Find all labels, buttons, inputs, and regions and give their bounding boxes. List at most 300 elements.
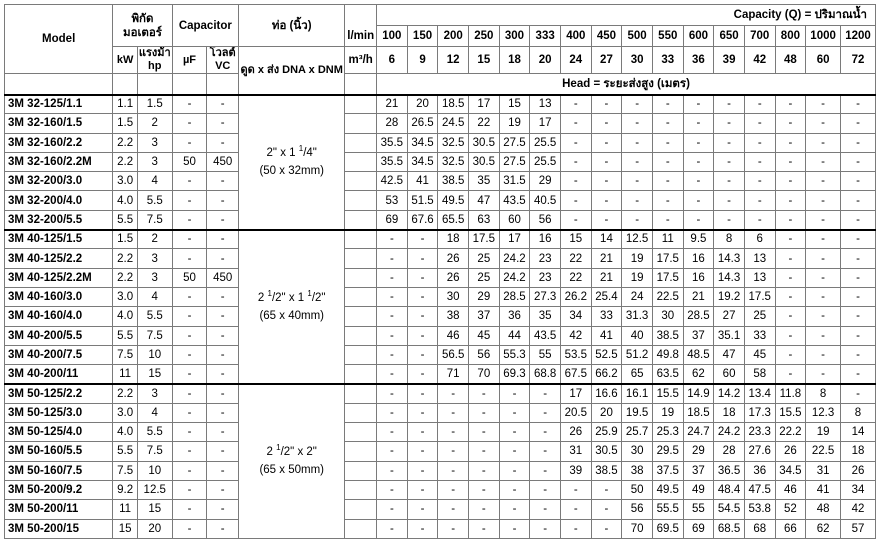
table-row: [5, 191, 876, 210]
head-value-cell: 22: [469, 114, 500, 133]
head-value-cell: 31.5: [499, 172, 530, 191]
head-value-cell: 18: [438, 230, 469, 249]
head-value-cell: 67.6: [407, 210, 438, 229]
head-value-cell: 25.5: [530, 133, 561, 152]
head-value-cell: 42.5: [377, 172, 408, 191]
hp-cell: 7.5: [137, 442, 172, 461]
header-m3h-value: 30: [622, 47, 653, 74]
head-value-cell: -: [683, 191, 714, 210]
head-value-cell: 18: [840, 442, 875, 461]
head-value-cell: -: [377, 326, 408, 345]
head-value-cell: -: [714, 191, 745, 210]
head-value-cell: -: [469, 423, 500, 442]
head-value-cell: -: [622, 152, 653, 171]
uf-cell: -: [172, 95, 207, 114]
head-value-cell: -: [840, 191, 875, 210]
head-value-cell: 16: [683, 268, 714, 287]
vc-cell: -: [207, 172, 239, 191]
spacer-cell: [345, 249, 377, 268]
kw-cell: 2.2: [113, 152, 138, 171]
head-value-cell: 21: [377, 95, 408, 114]
head-value-cell: 29: [530, 172, 561, 191]
head-value-cell: -: [775, 365, 806, 384]
head-value-cell: -: [714, 95, 745, 114]
head-value-cell: -: [622, 210, 653, 229]
head-value-cell: 55: [683, 500, 714, 519]
kw-cell: 5.5: [113, 442, 138, 461]
head-value-cell: -: [560, 172, 591, 191]
head-value-cell: -: [840, 172, 875, 191]
head-value-cell: 30: [622, 442, 653, 461]
head-value-cell: 28: [377, 114, 408, 133]
head-value-cell: 19.2: [714, 287, 745, 306]
head-value-cell: 18: [714, 403, 745, 422]
header-capacity: Capacity (Q) = ปริมาณน้ำ: [377, 5, 876, 26]
uf-cell: 50: [172, 268, 207, 287]
head-value-cell: -: [469, 480, 500, 499]
head-value-cell: -: [840, 268, 875, 287]
header-lmin-value: 800: [775, 26, 806, 47]
head-value-cell: 34.5: [407, 152, 438, 171]
head-value-cell: 34.5: [407, 133, 438, 152]
header-model: Model: [5, 5, 113, 74]
header-m3h-value: 48: [775, 47, 806, 74]
head-value-cell: -: [775, 268, 806, 287]
hp-cell: 12.5: [137, 480, 172, 499]
head-value-cell: 15.5: [775, 403, 806, 422]
head-value-cell: -: [840, 152, 875, 171]
head-value-cell: 69: [377, 210, 408, 229]
table-row: [5, 249, 876, 268]
model-cell: 3M 32-200/5.5: [5, 210, 113, 229]
header-m3h-value: 39: [714, 47, 745, 74]
hp-cell: 4: [137, 287, 172, 306]
head-value-cell: -: [377, 384, 408, 403]
header-lmin-value: 1000: [806, 26, 841, 47]
header-m3h-value: 27: [591, 47, 622, 74]
vc-cell: 450: [207, 152, 239, 171]
head-value-cell: 57: [840, 519, 875, 538]
head-value-cell: 49.5: [438, 191, 469, 210]
header-lmin-value: 300: [499, 26, 530, 47]
spacer-cell: [345, 287, 377, 306]
head-value-cell: -: [806, 172, 841, 191]
kw-cell: 1.5: [113, 114, 138, 133]
head-value-cell: 13.4: [744, 384, 775, 403]
model-cell: 3M 40-125/2.2M: [5, 268, 113, 287]
header-vc: โวลต์ VC: [207, 47, 239, 74]
head-value-cell: -: [714, 152, 745, 171]
head-value-cell: 17.5: [652, 249, 683, 268]
header-m3h-value: 12: [438, 47, 469, 74]
head-value-cell: 38.5: [652, 326, 683, 345]
table-row: [5, 114, 876, 133]
spacer-cell: [345, 403, 377, 422]
table-row: [5, 95, 876, 114]
head-value-cell: -: [775, 133, 806, 152]
head-value-cell: 34.5: [775, 461, 806, 480]
head-value-cell: 37.5: [652, 461, 683, 480]
head-value-cell: 14: [591, 230, 622, 249]
head-value-cell: 66.2: [591, 365, 622, 384]
pipe-size-cell: [239, 384, 345, 538]
head-value-cell: 51.2: [622, 345, 653, 364]
header-hp-blank: [137, 74, 172, 95]
kw-cell: 5.5: [113, 326, 138, 345]
vc-cell: -: [207, 191, 239, 210]
head-value-cell: 18.5: [438, 95, 469, 114]
head-value-cell: 26: [560, 423, 591, 442]
kw-cell: 3.0: [113, 172, 138, 191]
head-value-cell: 70: [469, 365, 500, 384]
head-value-cell: -: [560, 133, 591, 152]
header-m3h-value: 33: [652, 47, 683, 74]
head-value-cell: -: [744, 133, 775, 152]
model-cell: 3M 32-200/4.0: [5, 191, 113, 210]
model-cell: 3M 50-200/15: [5, 519, 113, 538]
head-value-cell: 11.8: [775, 384, 806, 403]
table-row: [5, 307, 876, 326]
head-value-cell: 22.5: [652, 287, 683, 306]
table-row: [5, 172, 876, 191]
header-lmin-value: 450: [591, 26, 622, 47]
head-value-cell: 37: [683, 461, 714, 480]
hp-cell: 3: [137, 249, 172, 268]
hp-cell: 3: [137, 384, 172, 403]
spacer-cell: [345, 326, 377, 345]
head-value-cell: -: [530, 403, 561, 422]
head-value-cell: -: [377, 230, 408, 249]
head-value-cell: 13: [744, 249, 775, 268]
head-value-cell: 58: [744, 365, 775, 384]
head-value-cell: -: [407, 480, 438, 499]
head-value-cell: 65.5: [438, 210, 469, 229]
head-value-cell: -: [499, 403, 530, 422]
head-value-cell: -: [407, 365, 438, 384]
head-value-cell: -: [530, 480, 561, 499]
head-value-cell: 65: [622, 365, 653, 384]
head-value-cell: 69.3: [499, 365, 530, 384]
hp-cell: 5.5: [137, 191, 172, 210]
head-value-cell: 11: [652, 230, 683, 249]
spacer-cell: [345, 191, 377, 210]
vc-cell: -: [207, 114, 239, 133]
head-value-cell: 36.5: [714, 461, 745, 480]
head-value-cell: -: [560, 480, 591, 499]
head-value-cell: -: [560, 95, 591, 114]
kw-cell: 15: [113, 519, 138, 538]
hp-cell: 10: [137, 461, 172, 480]
head-value-cell: -: [840, 133, 875, 152]
head-value-cell: 19: [499, 114, 530, 133]
kw-cell: 7.5: [113, 345, 138, 364]
head-value-cell: -: [499, 519, 530, 538]
head-value-cell: 44: [499, 326, 530, 345]
head-value-cell: -: [591, 191, 622, 210]
table-row: [5, 423, 876, 442]
head-value-cell: -: [806, 365, 841, 384]
head-value-cell: 37: [683, 326, 714, 345]
head-value-cell: -: [806, 114, 841, 133]
uf-cell: -: [172, 172, 207, 191]
head-value-cell: 47: [469, 191, 500, 210]
head-value-cell: 16: [530, 230, 561, 249]
head-value-cell: -: [407, 403, 438, 422]
kw-cell: 4.0: [113, 191, 138, 210]
head-value-cell: 32.5: [438, 133, 469, 152]
uf-cell: -: [172, 326, 207, 345]
head-value-cell: -: [377, 249, 408, 268]
head-value-cell: 31.3: [622, 307, 653, 326]
head-value-cell: -: [377, 345, 408, 364]
head-value-cell: -: [840, 307, 875, 326]
header-lmin-label: l/min: [345, 26, 377, 47]
head-value-cell: -: [469, 461, 500, 480]
head-value-cell: 26: [438, 249, 469, 268]
uf-cell: -: [172, 133, 207, 152]
head-value-cell: -: [806, 268, 841, 287]
uf-cell: -: [172, 519, 207, 538]
head-value-cell: -: [377, 442, 408, 461]
head-value-cell: -: [377, 403, 408, 422]
head-value-cell: 19.5: [622, 403, 653, 422]
head-value-cell: 33: [591, 307, 622, 326]
hp-cell: 3: [137, 133, 172, 152]
head-value-cell: -: [744, 114, 775, 133]
header-lmin-value: 250: [469, 26, 500, 47]
header-lmin-value: 200: [438, 26, 469, 47]
head-value-cell: 8: [714, 230, 745, 249]
head-value-cell: -: [840, 210, 875, 229]
head-value-cell: 30.5: [469, 152, 500, 171]
head-value-cell: 35.1: [714, 326, 745, 345]
vc-cell: -: [207, 326, 239, 345]
head-value-cell: 25: [469, 268, 500, 287]
head-value-cell: -: [714, 133, 745, 152]
head-value-cell: -: [407, 442, 438, 461]
table-row: [5, 287, 876, 306]
head-value-cell: -: [377, 268, 408, 287]
table-row: [5, 461, 876, 480]
vc-cell: -: [207, 480, 239, 499]
head-value-cell: 28.5: [683, 307, 714, 326]
head-value-cell: 22: [560, 249, 591, 268]
kw-cell: 11: [113, 365, 138, 384]
head-value-cell: -: [591, 519, 622, 538]
model-cell: 3M 32-160/1.5: [5, 114, 113, 133]
kw-cell: 2.2: [113, 249, 138, 268]
head-value-cell: 30.5: [591, 442, 622, 461]
head-value-cell: 28.5: [499, 287, 530, 306]
head-value-cell: 42: [560, 326, 591, 345]
model-cell: 3M 40-160/4.0: [5, 307, 113, 326]
header-m3h-value: 15: [469, 47, 500, 74]
head-value-cell: -: [714, 210, 745, 229]
spacer-cell: [345, 384, 377, 403]
head-value-cell: -: [775, 152, 806, 171]
header-hp: แรงม้า hp: [138, 47, 171, 72]
head-value-cell: -: [407, 307, 438, 326]
head-value-cell: -: [530, 442, 561, 461]
head-value-cell: -: [469, 500, 500, 519]
head-value-cell: 27.5: [499, 133, 530, 152]
pipe-size-inches: 2 $^1$/2" x 2": [266, 443, 317, 459]
kw-cell: 2.2: [113, 133, 138, 152]
hp-cell: 7.5: [137, 210, 172, 229]
head-value-cell: 19: [806, 423, 841, 442]
header-m3h-value: 6: [377, 47, 408, 74]
head-value-cell: -: [438, 423, 469, 442]
head-value-cell: -: [775, 230, 806, 249]
header-motor: พิกัด มอเตอร์: [113, 5, 172, 47]
head-value-cell: 20: [407, 95, 438, 114]
header-uf: µF: [172, 47, 207, 74]
hp-cell: 1.5: [137, 95, 172, 114]
head-value-cell: -: [652, 95, 683, 114]
hp-cell: 4: [137, 403, 172, 422]
hp-cell: 5.5: [137, 423, 172, 442]
vc-cell: -: [207, 230, 239, 249]
head-value-cell: -: [407, 230, 438, 249]
head-value-cell: -: [744, 191, 775, 210]
head-value-cell: -: [377, 423, 408, 442]
head-value-cell: 37: [469, 307, 500, 326]
vc-cell: -: [207, 442, 239, 461]
spacer-cell: [345, 461, 377, 480]
model-cell: 3M 40-125/1.5: [5, 230, 113, 249]
kw-cell: 4.0: [113, 307, 138, 326]
head-value-cell: 52: [775, 500, 806, 519]
table-row: [5, 480, 876, 499]
head-value-cell: -: [744, 152, 775, 171]
head-value-cell: -: [377, 287, 408, 306]
model-cell: 3M 32-160/2.2: [5, 133, 113, 152]
head-value-cell: -: [622, 95, 653, 114]
table-row: [5, 210, 876, 229]
header-m3h-value: 72: [840, 47, 875, 74]
uf-cell: -: [172, 287, 207, 306]
head-value-cell: -: [775, 210, 806, 229]
vc-cell: -: [207, 423, 239, 442]
head-value-cell: 23: [530, 268, 561, 287]
head-value-cell: -: [683, 172, 714, 191]
head-value-cell: -: [591, 500, 622, 519]
head-value-cell: 25.4: [591, 287, 622, 306]
head-value-cell: 22.2: [775, 423, 806, 442]
head-value-cell: 28: [714, 442, 745, 461]
uf-cell: -: [172, 249, 207, 268]
table-row: [5, 133, 876, 152]
head-value-cell: -: [530, 423, 561, 442]
head-value-cell: -: [622, 114, 653, 133]
head-value-cell: -: [530, 384, 561, 403]
head-value-cell: 36: [744, 461, 775, 480]
model-cell: 3M 40-200/5.5: [5, 326, 113, 345]
head-value-cell: 29: [469, 287, 500, 306]
head-value-cell: -: [622, 133, 653, 152]
head-value-cell: 15: [499, 95, 530, 114]
head-value-cell: 27.6: [744, 442, 775, 461]
vc-cell: -: [207, 210, 239, 229]
vc-cell: -: [207, 365, 239, 384]
head-value-cell: -: [622, 172, 653, 191]
header-blank: [345, 5, 377, 26]
head-value-cell: -: [840, 384, 875, 403]
spacer-cell: [345, 133, 377, 152]
head-value-cell: 69: [683, 519, 714, 538]
vc-cell: -: [207, 307, 239, 326]
head-value-cell: 67.5: [560, 365, 591, 384]
table-row: [5, 519, 876, 538]
vc-cell: -: [207, 519, 239, 538]
head-value-cell: 62: [683, 365, 714, 384]
head-value-cell: -: [591, 152, 622, 171]
table-row: [5, 345, 876, 364]
head-value-cell: 18.5: [683, 403, 714, 422]
header-m3h-value: 60: [806, 47, 841, 74]
head-value-cell: 38: [622, 461, 653, 480]
head-value-cell: -: [683, 210, 714, 229]
head-value-cell: 46: [775, 480, 806, 499]
head-value-cell: -: [438, 442, 469, 461]
head-value-cell: -: [438, 403, 469, 422]
head-value-cell: -: [775, 114, 806, 133]
head-value-cell: 32.5: [438, 152, 469, 171]
head-value-cell: -: [591, 114, 622, 133]
header-lmin-value: 400: [560, 26, 591, 47]
uf-cell: -: [172, 365, 207, 384]
head-value-cell: -: [714, 114, 745, 133]
head-value-cell: 26: [840, 461, 875, 480]
head-value-cell: 25: [744, 307, 775, 326]
head-value-cell: -: [377, 500, 408, 519]
head-value-cell: 23.3: [744, 423, 775, 442]
spacer-cell: [345, 230, 377, 249]
vc-cell: -: [207, 133, 239, 152]
header-capacitor: Capacitor: [172, 5, 238, 47]
head-value-cell: 40.5: [530, 191, 561, 210]
head-value-cell: -: [714, 172, 745, 191]
head-value-cell: 19: [622, 249, 653, 268]
head-value-cell: 41: [806, 480, 841, 499]
head-value-cell: 55.3: [499, 345, 530, 364]
vc-cell: -: [207, 403, 239, 422]
head-value-cell: -: [840, 326, 875, 345]
head-value-cell: -: [775, 191, 806, 210]
uf-cell: -: [172, 114, 207, 133]
head-value-cell: 17: [469, 95, 500, 114]
head-value-cell: 35.5: [377, 152, 408, 171]
uf-cell: -: [172, 191, 207, 210]
head-value-cell: -: [560, 114, 591, 133]
head-value-cell: 9.5: [683, 230, 714, 249]
uf-cell: -: [172, 442, 207, 461]
header-pipe: ท่อ (นิ้ว): [239, 5, 345, 47]
model-cell: 3M 50-125/3.0: [5, 403, 113, 422]
head-value-cell: -: [560, 152, 591, 171]
head-value-cell: 56: [530, 210, 561, 229]
head-value-cell: 14.3: [714, 268, 745, 287]
head-value-cell: -: [438, 384, 469, 403]
head-value-cell: -: [530, 519, 561, 538]
pipe-size-cell: [239, 230, 345, 384]
head-value-cell: 50: [622, 480, 653, 499]
head-value-cell: 69.5: [652, 519, 683, 538]
vc-cell: -: [207, 95, 239, 114]
kw-cell: 7.5: [113, 461, 138, 480]
spacer-cell: [345, 365, 377, 384]
header-kw-blank: [113, 74, 138, 95]
